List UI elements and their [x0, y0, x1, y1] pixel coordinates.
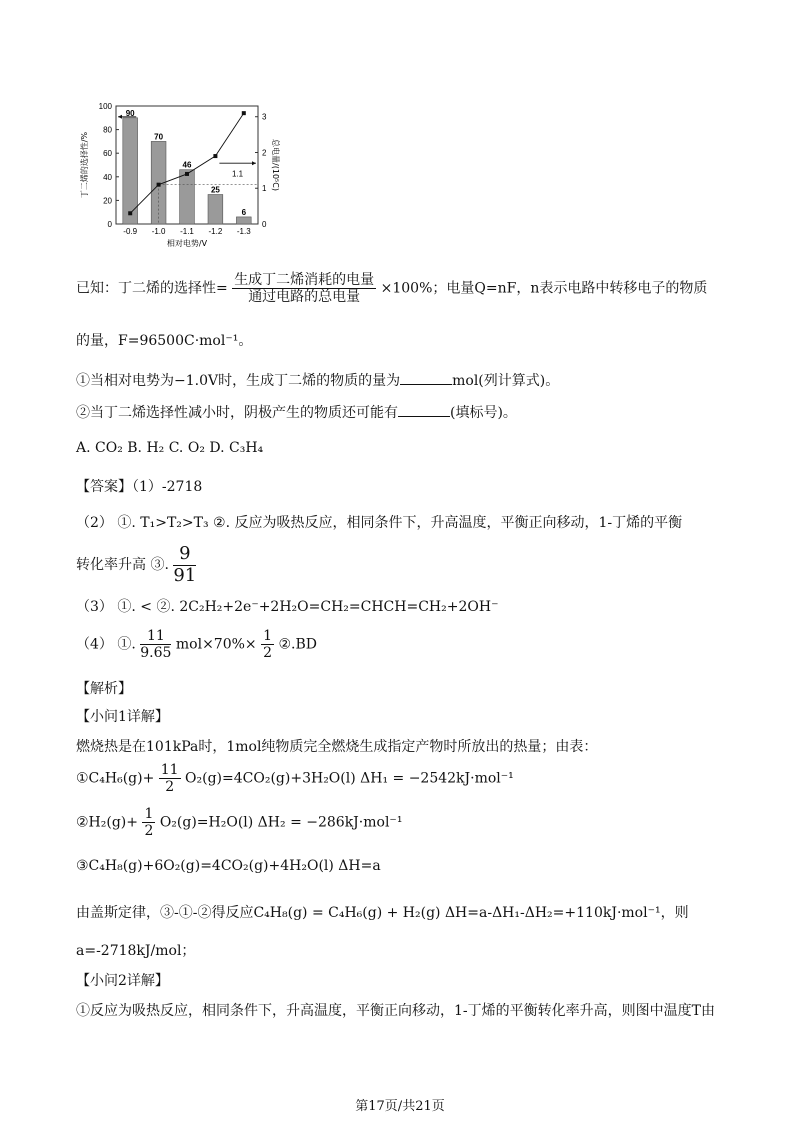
frac-numerator: 生成丁二烯消耗的电量	[234, 272, 375, 288]
left-tick-label: 60	[103, 149, 112, 159]
line-point	[157, 183, 161, 187]
eq1-fraction	[159, 762, 181, 795]
answer-2-line-1	[76, 512, 682, 532]
ans4-frac-den: 9.65	[140, 645, 172, 662]
known-line-2: 的量，F=96500C·mol⁻¹。	[76, 333, 253, 349]
ans2-frac-num: 9	[173, 544, 196, 566]
eq-1	[76, 762, 514, 795]
eq2-frac-num: 1	[144, 806, 154, 822]
selectivity-fraction	[232, 272, 376, 305]
line-point	[213, 154, 217, 158]
eq1-b: O₂(g)=4CO₂(g)+3H₂O(l) ΔH₁ = −2542kJ·mol⁻¹	[185, 770, 514, 787]
x-title: 相对电势/V	[166, 239, 208, 248]
right-tick-label: 2	[262, 148, 267, 158]
q2-suffix: (填标号)。	[450, 405, 517, 421]
ans4-frac-num: 11	[140, 628, 171, 645]
q2-text: ②当丁二烯选择性减小时，阴极产生的物质还可能有	[76, 405, 398, 421]
left-tick-label: 100	[98, 102, 112, 111]
ans4-fraction-2	[261, 628, 274, 661]
hess: 由盖斯定律，③-①-②得反应C₄H₈(g) = C₄H₆(g) + H₂(g) ΔH=a-ΔH₁-ΔH₂=+110kJ·mol⁻¹，则	[76, 905, 689, 921]
answer-4	[76, 628, 317, 661]
eq1-a: ①C₄H₆(g)+	[76, 770, 155, 787]
right-tick-label: 1	[262, 184, 267, 194]
q1-blank	[400, 372, 452, 385]
bar-value-label: 90	[125, 108, 135, 118]
bar-value-label: 6	[241, 207, 247, 217]
ans4-frac-den-2: 2	[263, 645, 273, 662]
ans4-frac-num-2: 1	[263, 628, 273, 644]
eq-2	[76, 806, 402, 839]
known-line-1	[76, 272, 707, 305]
left-tick-label: 0	[107, 220, 112, 229]
bar-value-label: 70	[154, 132, 164, 142]
eq2-frac-den: 2	[144, 823, 154, 840]
eq-3: ③C₄H₈(g)+6O₂(g)=4CO₂(g)+4H₂O(l) ΔH=a	[76, 858, 381, 874]
x-tick-label: -1.3	[236, 227, 251, 236]
frac-denominator: 通过电路的总电量	[248, 289, 361, 306]
a-result: a=-2718kJ/mol；	[76, 943, 196, 959]
known-prefix: 已知：丁二烯的选择性=	[76, 280, 228, 297]
annotation-label: 1.1	[232, 169, 244, 179]
left-tick-label: 80	[103, 125, 112, 135]
x-tick-label: -1.0	[151, 227, 166, 236]
page-footer: 第17页/共21页	[355, 1099, 445, 1114]
answer-title: 【答案】（1）-2718	[76, 479, 203, 495]
q1-text: ①当相对电势为−1.0V时，生成丁二烯的物质的量为	[76, 373, 401, 389]
sub2-text: ①反应为吸热反应，相同条件下，升高温度，平衡正向移动，1-丁烯的平衡转化率升高，则图中温度T由	[76, 1003, 715, 1019]
eq2-fraction	[142, 806, 155, 839]
line-point	[128, 211, 132, 215]
q1-suffix: mol(列计算式)。	[452, 373, 560, 389]
burn-def: 燃烧热是在101kPa时，1mol纯物质完全燃烧生成指定产物时所放出的热量；由表：	[76, 739, 598, 755]
analysis-title: 【解析】	[76, 681, 132, 697]
left-tick-label: 40	[103, 172, 112, 182]
chart	[78, 96, 278, 256]
ans2-label: （2）	[76, 515, 113, 531]
x-tick-label: -0.9	[123, 227, 138, 236]
eq2-a: ②H₂(g)+	[76, 814, 138, 831]
question-1	[76, 370, 559, 390]
sub2-title: 【小问2详解】	[76, 973, 169, 989]
known-suffix: ×100%；电量Q=nF，n表示电路中转移电子的物质	[380, 280, 708, 297]
bar	[236, 217, 251, 224]
eq1-frac-num: 11	[160, 762, 179, 778]
line-point	[185, 172, 189, 176]
right-arrow-head	[252, 161, 256, 165]
bar	[180, 170, 195, 224]
ans2-text: ①. T₁>T₂>T₃ ②. 反应为吸热反应，相同条件下，升高温度，平衡正向移动，1-丁烯的平衡	[117, 515, 683, 531]
ans2-text-2: 转化率升高 ③.	[76, 557, 169, 574]
answer-2-line-2	[76, 544, 196, 586]
bar	[208, 195, 223, 225]
y-left-title: 丁二烯的选择性/%	[80, 131, 89, 199]
ans4-mid: mol×70%×	[175, 636, 257, 653]
x-tick-label: -1.1	[180, 227, 194, 236]
answer-3: （3） ①. < ②. 2C₂H₂+2e⁻+2H₂O=CH₂=CHCH=CH₂+2OH⁻	[76, 599, 499, 615]
left-tick-label: 20	[103, 196, 112, 206]
bar-value-label: 25	[210, 185, 220, 195]
line-point	[242, 111, 246, 115]
x-tick-label: -1.2	[208, 227, 223, 236]
bar-value-label: 46	[182, 160, 192, 170]
right-tick-label: 0	[262, 220, 267, 229]
ans2-frac-den: 91	[173, 564, 197, 586]
eq1-frac-den: 2	[165, 779, 175, 796]
q2-blank	[398, 404, 450, 417]
ans4-fraction-1	[140, 628, 171, 661]
ans4-end: ②.BD	[278, 636, 317, 653]
eq2-b: O₂(g)=H₂O(l) ΔH₂ = −286kJ·mol⁻¹	[159, 814, 403, 831]
right-tick-label: 3	[262, 112, 267, 122]
ans2-fraction	[173, 544, 196, 586]
ans4-label: （4） ①.	[76, 636, 136, 653]
y-right-title: 总电量/(10⁵C)	[271, 139, 280, 191]
sub1-title: 【小问1详解】	[76, 709, 169, 725]
left-arrow-head	[118, 115, 122, 119]
question-2	[76, 402, 517, 422]
options: A. CO₂ B. H₂ C. O₂ D. C₃H₄	[76, 440, 264, 456]
